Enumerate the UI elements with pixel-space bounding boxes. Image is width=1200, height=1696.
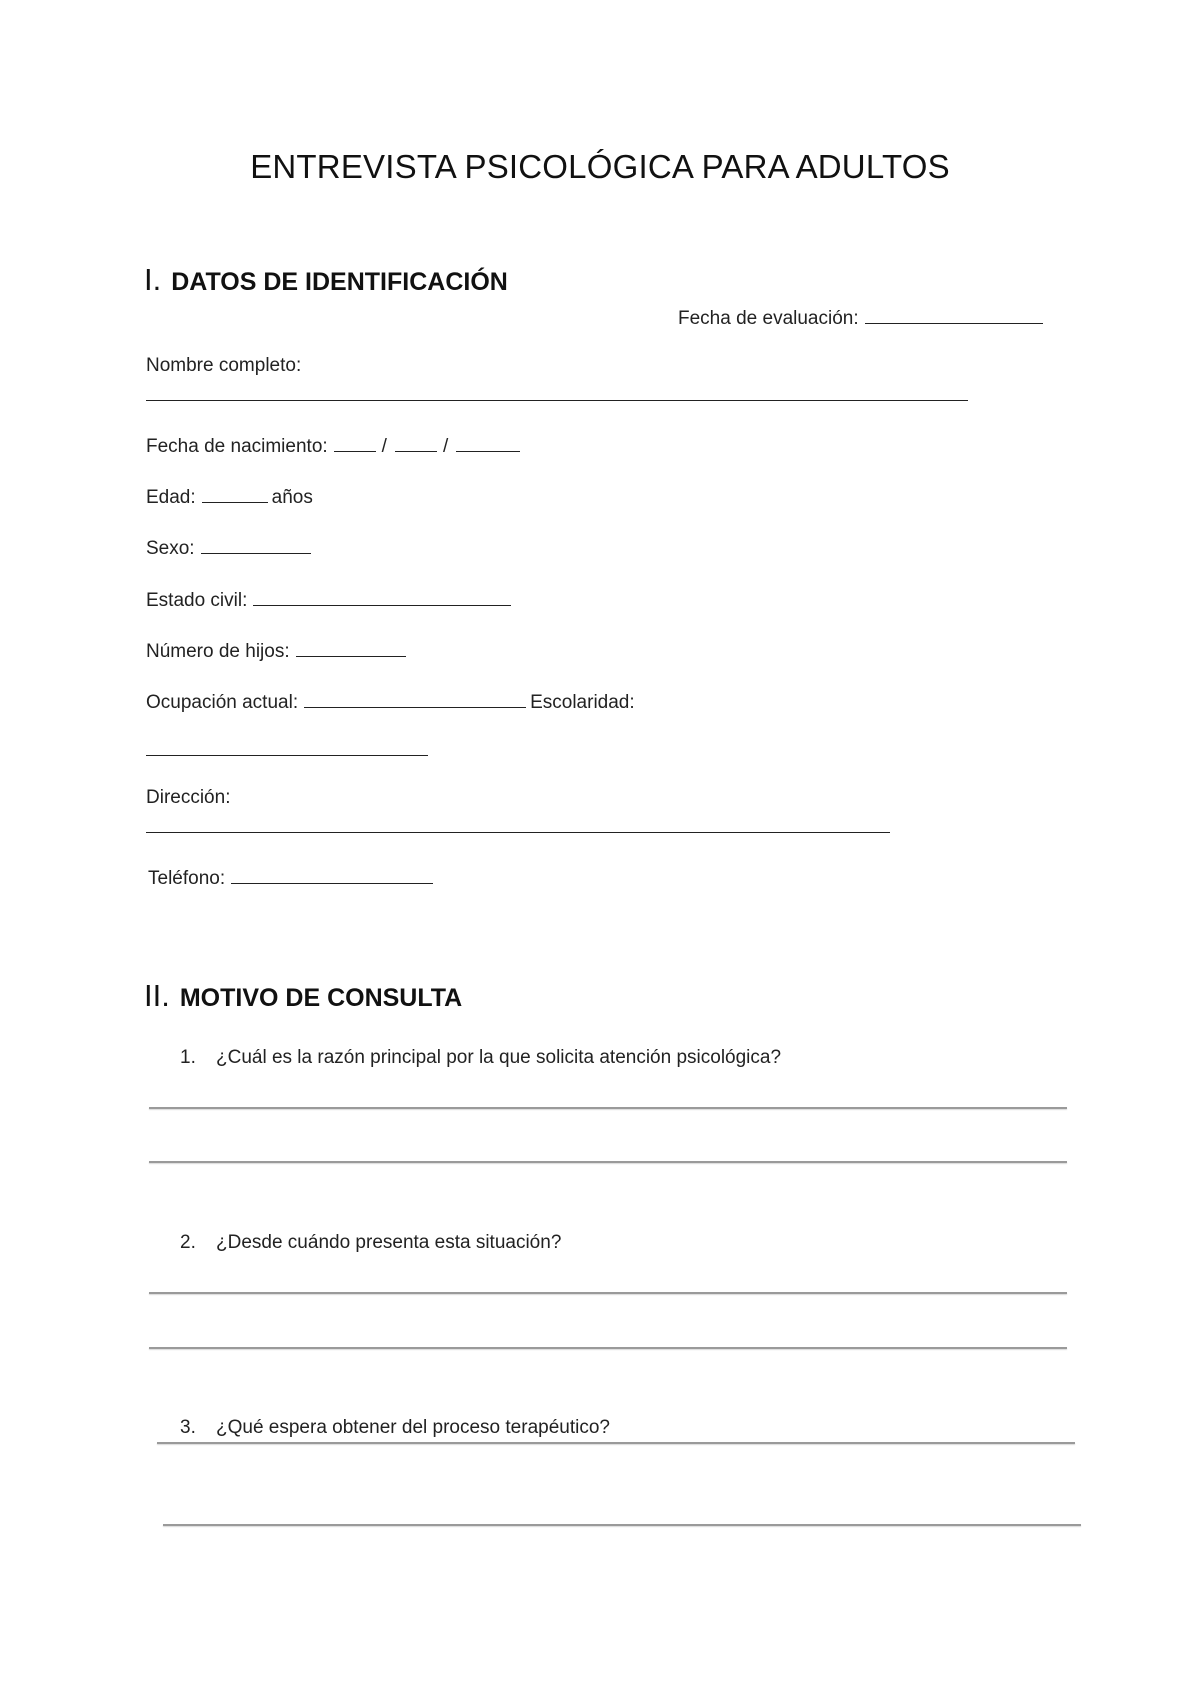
birth-day-blank[interactable] [334, 433, 376, 452]
question-2-number: 2. [180, 1232, 196, 1253]
evaluation-date-field[interactable] [678, 305, 1047, 330]
section-2-number: II. [144, 978, 170, 1013]
occupation-label: Ocupación actual: [146, 692, 299, 713]
sex-field[interactable] [146, 535, 315, 560]
question-3 [180, 1417, 610, 1439]
schooling-blank[interactable] [146, 755, 428, 756]
answer-2-line-2[interactable] [149, 1347, 1067, 1349]
phone-field[interactable] [148, 865, 437, 890]
schooling-label: Escolaridad: [530, 692, 635, 713]
sex-blank[interactable] [201, 535, 311, 554]
evaluation-date-label: Fecha de evaluación: [678, 308, 859, 329]
age-label: Edad: [146, 487, 196, 508]
phone-blank[interactable] [231, 865, 433, 884]
children-count-blank[interactable] [296, 638, 406, 657]
birth-month-blank[interactable] [395, 433, 437, 452]
sex-label: Sexo: [146, 538, 195, 559]
answer-2-line-1[interactable] [149, 1292, 1067, 1294]
question-3-number: 3. [180, 1417, 196, 1438]
occupation-field[interactable] [146, 689, 635, 714]
question-1-text: ¿Cuál es la razón principal por la que solicita atención psicológica? [216, 1047, 782, 1068]
section-1-heading [144, 262, 508, 298]
marital-status-blank[interactable] [253, 587, 511, 606]
age-field[interactable] [146, 484, 313, 509]
birth-date-field[interactable] [146, 433, 524, 458]
full-name-blank[interactable] [146, 400, 968, 401]
question-2 [180, 1232, 561, 1254]
full-name-label [146, 355, 301, 377]
answer-1-line-2[interactable] [149, 1161, 1067, 1163]
children-count-label: Número de hijos: [146, 641, 290, 662]
section-2-heading [144, 978, 462, 1014]
address-label [146, 787, 230, 809]
question-1 [180, 1047, 781, 1069]
address-blank[interactable] [146, 832, 890, 833]
answer-3-line-1[interactable] [157, 1442, 1075, 1444]
evaluation-date-blank[interactable] [865, 305, 1043, 324]
answer-1-line-1[interactable] [149, 1107, 1067, 1109]
question-2-text: ¿Desde cuándo presenta esta situación? [216, 1232, 562, 1253]
birth-date-label: Fecha de nacimiento: [146, 436, 328, 457]
marital-status-field[interactable] [146, 587, 515, 612]
age-blank[interactable] [202, 484, 268, 503]
answer-3-line-2[interactable] [163, 1524, 1081, 1526]
section-1-title: DATOS DE IDENTIFICACIÓN [171, 268, 508, 296]
birth-year-blank[interactable] [456, 433, 520, 452]
section-1-number: I. [144, 262, 162, 297]
age-unit: años [271, 487, 313, 508]
children-count-field[interactable] [146, 638, 410, 663]
occupation-blank[interactable] [304, 689, 526, 708]
address-label-text: Dirección: [146, 787, 231, 808]
page-title: ENTREVISTA PSICOLÓGICA PARA ADULTOS [250, 148, 950, 185]
marital-status-label: Estado civil: [146, 590, 248, 611]
section-2-title: MOTIVO DE CONSULTA [179, 984, 463, 1012]
date-separator: / [442, 436, 449, 457]
question-3-text: ¿Qué espera obtener del proceso terapéutico? [216, 1417, 610, 1438]
full-name-label-text: Nombre completo: [146, 355, 302, 376]
date-separator: / [381, 436, 387, 457]
phone-label: Teléfono: [148, 868, 226, 889]
question-1-number: 1. [180, 1047, 196, 1068]
